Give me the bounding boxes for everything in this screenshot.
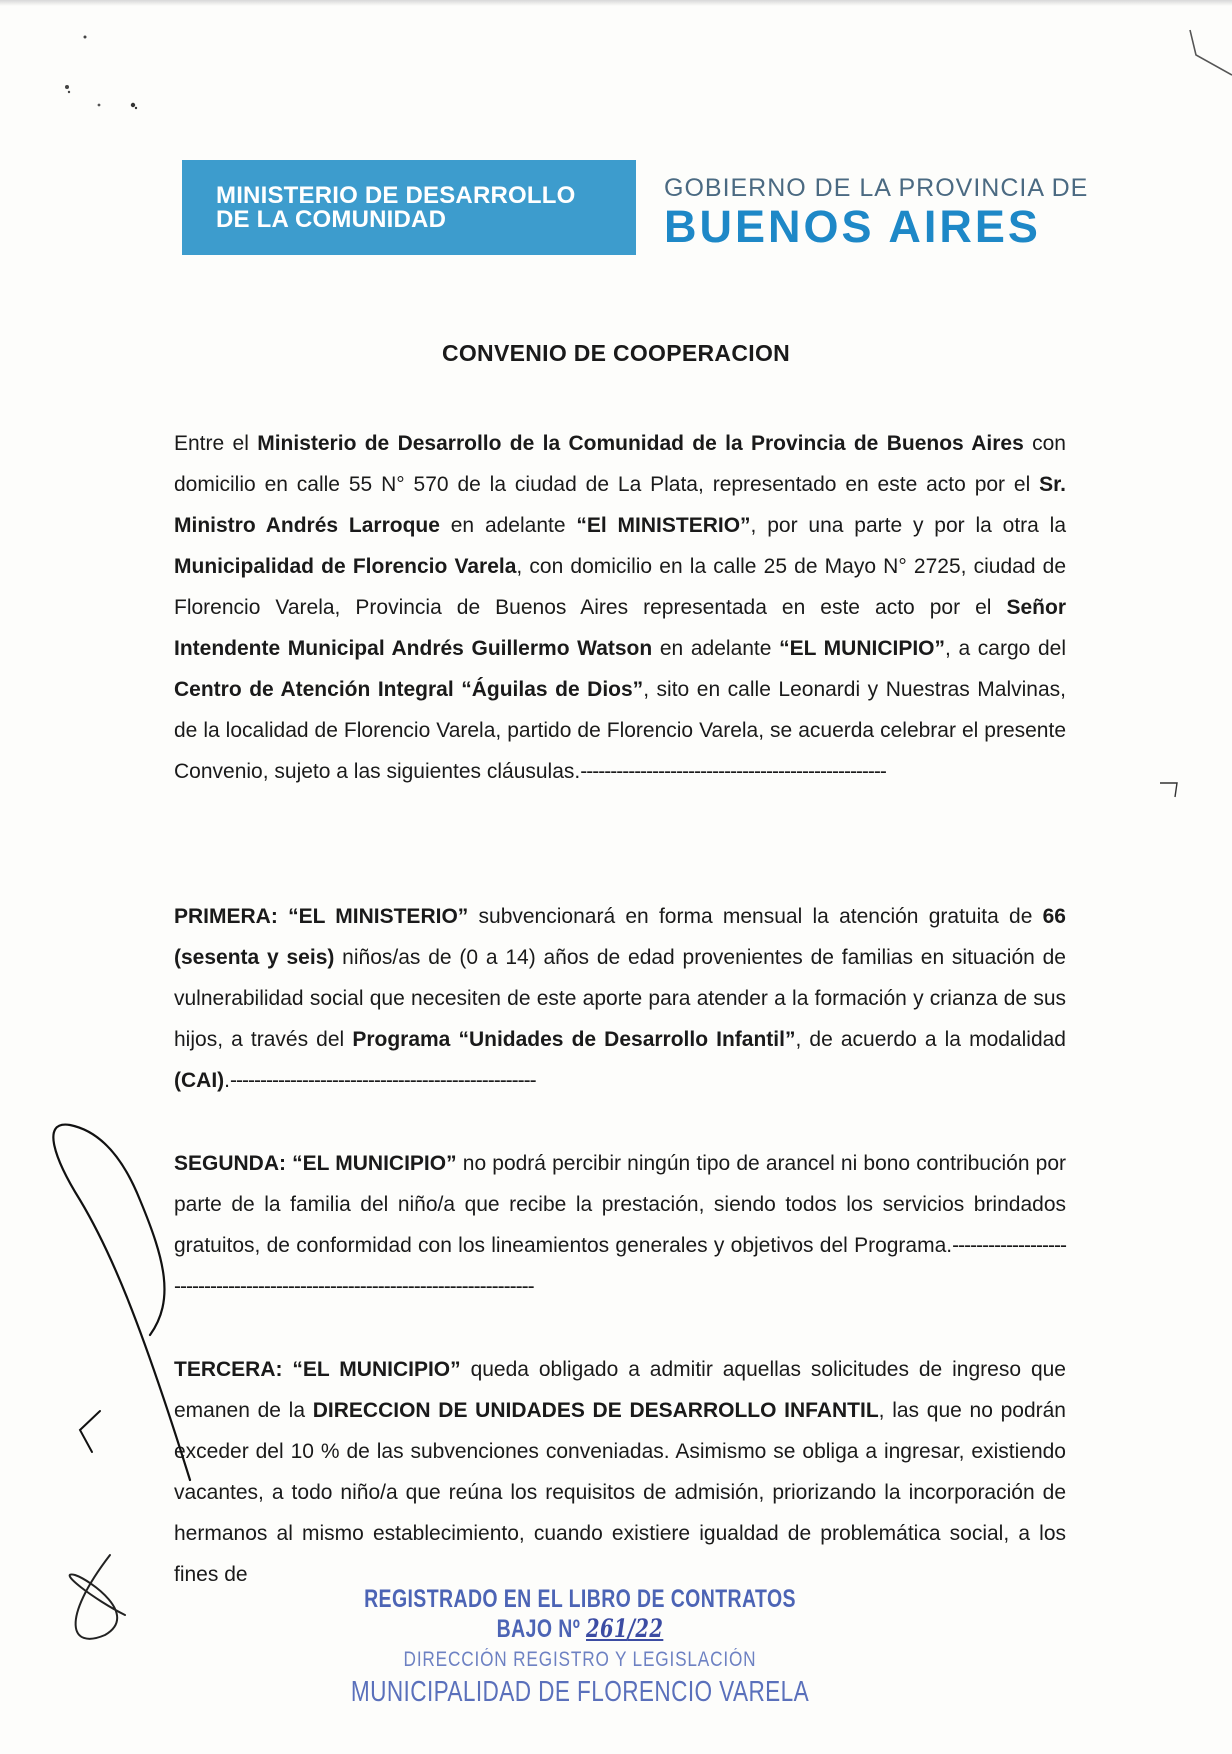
intro-text: en adelante [652,637,780,660]
stamp-contract-number: 261 [586,1614,628,1643]
clause-text: , las que no podrán exceder del 10 % de las subvenciones conveniadas. Asimismo se obliga a ingresar, existiendo vacantes, a todo niño/a que reúna los requisitos de admisión, priorizando la incorporación de hermanos al mismo establecimiento, cuando existiere igualdad de problemática social, a los fines de [174,1399,1066,1586]
intro-text: en adelante [439,514,577,537]
intro-center: Centro de Atención Integral “Águilas de Dios” [174,678,644,701]
clause-text: , de acuerdo a la modalidad [795,1028,1066,1051]
document-title: CONVENIO DE COOPERACION [441,340,791,366]
dash-filler: ------------------------------------------------------------------------------- [174,1234,1066,1298]
stamp-line3: MUNICIPALIDAD DE FLORENCIO VARELA [350,1676,810,1708]
clause-primera [174,896,1066,1101]
intro-text: , a cargo del [945,637,1067,660]
stamp-line1 [338,1585,822,1644]
clause-text: queda obligado a admitir aquellas solicitudes de ingreso que emanen de la [174,1358,1066,1422]
dash-filler: --------------------------------------------------- [580,760,886,783]
intro-minister: Sr. Ministro Andrés Larroque [174,473,1066,537]
signature-arc [53,1125,190,1480]
intro-text: , con domicilio en la calle 25 de Mayo N° 2725, ciudad de Florencio Varela, Provincia de Buenos Aires representada en este acto por el [174,555,1067,619]
intro-text: , por una parte y por la otra la [750,514,1067,537]
clause-program: Programa “Unidades de Desarrollo Infantil” [352,1028,796,1051]
government-line1: GOBIERNO DE LA PROVINCIA DE [664,174,1089,202]
intro-text: , sito en calle Leonardi y Nuestras Malvinas, de la localidad de Florencio Varela, partido de Florencio Varela, se acuerda celebrar el presente Convenio, sujeto a las siguientes cláusulas. [174,678,1066,783]
clause-heading: TERCERA: “EL MUNICIPIO” [174,1358,461,1381]
ministry-name-line1: MINISTERIO DE DESARROLLO [216,181,576,209]
intro-text: con domicilio en calle 55 N° 570 de la ciudad de La Plata, representado en este acto por el [174,432,1066,496]
intro-text: Entre el [174,432,258,455]
clause-quota: 66 (sesenta y seis) [174,905,1066,969]
clause-segunda [174,1143,1066,1307]
intro-paragraph [174,423,1066,792]
letterhead [182,160,1102,255]
clause-modality: (CAI) [174,1069,225,1092]
clause-tercera [174,1349,1066,1595]
clause-text: no podrá percibir ningún tipo de arancel ni bono contribución por parte de la familia del niño/a que recibe la prestación, siendo todos los servicios brindados gratuitos, de conformidad con los lineamientos generales y objetivos del Programa. [174,1152,1067,1257]
clause-direction: DIRECCION DE UNIDADES DE DESARROLLO INFANTIL [312,1399,879,1422]
dash-filler: --------------------------------------------------- [230,1069,536,1092]
government-line2: BUENOS AIRES [664,201,1041,252]
intro-ministry-alias: “El MINISTERIO” [576,514,751,537]
ministry-name-line2: DE LA COMUNIDAD [216,205,447,233]
margin-tick-mark [1160,783,1177,797]
ministry-logo [182,160,636,255]
registration-stamp [270,1585,890,1709]
scan-edge [0,0,1232,6]
check-mark [80,1411,100,1452]
intro-mayor: Señor Intendente Municipal Andrés Guillermo Watson [174,596,1066,660]
clause-text: niños/as de (0 a 14) años de edad provenientes de familias en situación de vulnerabilidad social que necesiten de este aporte para atender a la formación y crianza de sus hijos, a través del [174,946,1066,1051]
clause-heading: PRIMERA: “EL MINISTERIO” [174,905,469,928]
corner-mark [1190,30,1232,75]
intro-ministry: Ministerio de Desarrollo de la Comunidad de la Provincia de Buenos Aires [257,432,1024,455]
clause-heading: SEGUNDA: “EL MUNICIPIO” [174,1152,457,1175]
clause-text: subvencionará en forma mensual la atención gratuita de [468,905,1043,928]
clause-text: . [224,1069,230,1092]
intro-municipality: Municipalidad de Florencio Varela [174,555,517,578]
government-logo [664,174,1104,250]
stamp-line2: DIRECCIÓN REGISTRO Y LEGISLACIÓN [403,1648,757,1671]
stamp-year: /22 [627,1614,664,1643]
scan-specks [55,25,175,125]
intro-municipality-alias: “EL MUNICIPIO” [779,637,946,660]
stamp-register-text: REGISTRADO EN EL LIBRO DE CONTRATOS BAJO Nº [364,1585,796,1643]
initial-mark [70,1555,125,1639]
